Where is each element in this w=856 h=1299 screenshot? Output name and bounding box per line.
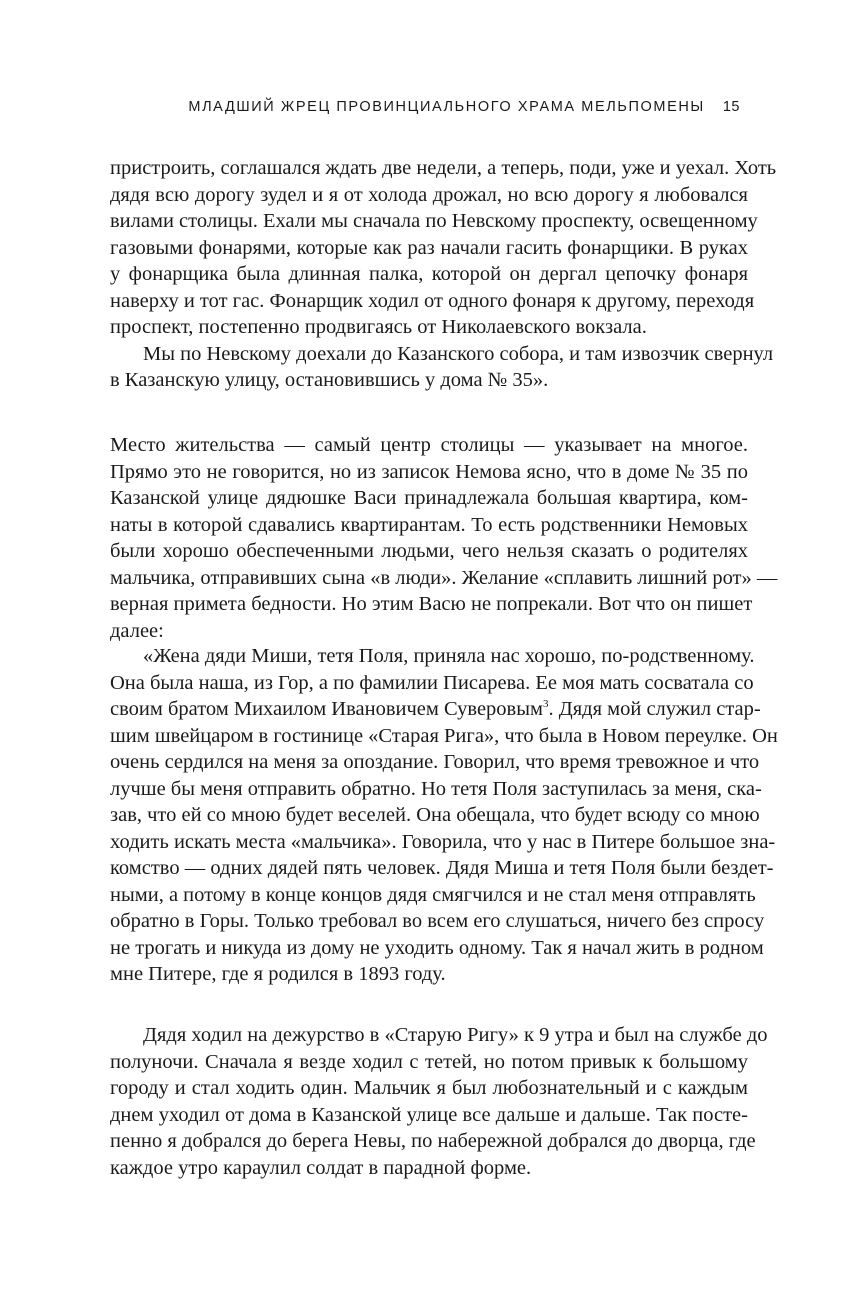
- text-line-with-footnote: [110, 696, 761, 723]
- running-title: МЛАДШИЙ ЖРЕЦ ПРОВИНЦИАЛЬНОГО ХРАМА МЕЛЬПОМЕНЫ: [188, 99, 705, 115]
- text-line: далее:: [110, 619, 164, 642]
- text-line: проспект, постепенно продвигаясь от Николаевского вокзала.: [110, 316, 647, 338]
- text-line: Дядя ходил на дежурство в «Старую Ригу» к 9 утра и был на службе до: [143, 1024, 768, 1046]
- text-line: очень сердился на меня за опоздание. Говорил, что время тревожное и что: [110, 751, 760, 773]
- text-line: шим швейцаром в гостинице «Старая Рига», что была в Новом переулке. Он: [110, 724, 778, 747]
- footnote-ref[interactable]: 3: [542, 698, 549, 711]
- text-line: комство — одних дядей пять человек. Дядя Миша и тетя Поля были бездет-: [110, 857, 774, 879]
- text-line: газовыми фонарями, которые как раз начали гасить фонарщики. В руках: [110, 236, 748, 259]
- text-line: Прямо это не говорится, но из записок Немова ясно, что в доме № 35 по: [110, 460, 748, 483]
- text-line: вилами столицы. Ехали мы сначала по Невскому проспекту, освещенному: [110, 210, 758, 232]
- text-line: пенно я добрался до берега Невы, по набережной добрался до дворца, где: [110, 1130, 756, 1152]
- paragraph-block-1: [110, 155, 777, 394]
- text-line: Казанской улице дядюшке Васи принадлежала большая квартира, ком-: [110, 487, 748, 509]
- text-line: Мы по Невскому доехали до Казанского собора, и там извозчик свернул: [143, 342, 774, 365]
- text-line: не трогать и никуда из дому не уходить одному. Так я начал жить в родном: [110, 936, 764, 959]
- text-line: полуночи. Сначала я везде ходил с тетей, но потом привык к большому: [110, 1050, 748, 1073]
- text-line: наты в которой сдавались квартирантам. То есть родственники Немовых: [110, 513, 748, 536]
- running-header: [110, 99, 740, 115]
- paragraph-block-4: [110, 1022, 768, 1181]
- text-line: днем уходил от дома в Казанской улице все дальше и дальше. Так посте-: [110, 1103, 748, 1126]
- text-fragment: . Дядя мой служил стар-: [548, 698, 761, 720]
- text-line: лучше бы меня отправить обратно. Но тетя Поля заступилась за меня, ска-: [110, 777, 762, 800]
- text-line: каждое утро караулил солдат в парадной форме.: [110, 1156, 532, 1179]
- text-line: были хорошо обеспеченными людьми, чего нельзя сказать о родителях: [110, 540, 748, 562]
- text-line: верная примета бедности. Но этим Васю не попрекали. Вот что он пишет: [110, 593, 753, 615]
- text-line: городу и стал ходить один. Мальчик я был любознательный и с каждым: [110, 1077, 748, 1099]
- text-line: Она была наша, из Гор, а по фамилии Писарева. Ее моя мать сосватала со: [110, 671, 754, 694]
- text-line: «Жена дяди Миши, тетя Поля, приняла нас хорошо, по-родственному.: [143, 645, 755, 667]
- paragraph-block-2: [110, 432, 778, 644]
- text-line: дядя всю дорогу зудел и я от холода дрожал, но всю дорогу я любовался: [110, 183, 748, 206]
- text-line: мальчика, отправивших сына «в люди». Желание «сплавить лишний рот» —: [110, 566, 778, 589]
- page-number: 15: [722, 99, 740, 115]
- quote-block: [110, 643, 778, 988]
- text-fragment: своим братом Михаилом Ивановичем Суверовым: [110, 698, 543, 720]
- text-line: мне Питере, где я родился в 1893 году.: [110, 963, 446, 985]
- text-line: у фонарщика была длинная палка, которой он дергал цепочку фонаря: [110, 263, 748, 285]
- text-line: ными, а потому в конце концов дядя смягчился и не стал меня отправлять: [110, 883, 756, 906]
- text-line: Место жительства — самый центр столицы — указывает на многое.: [110, 434, 748, 456]
- text-line: обратно в Горы. Только требовал во всем его слушаться, ничего без спросу: [110, 910, 765, 932]
- text-line: ходить искать места «мальчика». Говорила, что у нас в Питере большое зна-: [110, 830, 776, 853]
- text-line: зав, что ей со мною будет веселей. Она обещала, что будет всюду со мною: [110, 804, 760, 826]
- text-line: пристроить, соглашался ждать две недели, а теперь, поди, уже и уехал. Хоть: [110, 157, 777, 179]
- text-line: наверху и тот гас. Фонарщик ходил от одного фонаря к другому, переходя: [110, 289, 755, 312]
- text-line: в Казанскую улицу, остановившись у дома № 35».: [110, 369, 549, 391]
